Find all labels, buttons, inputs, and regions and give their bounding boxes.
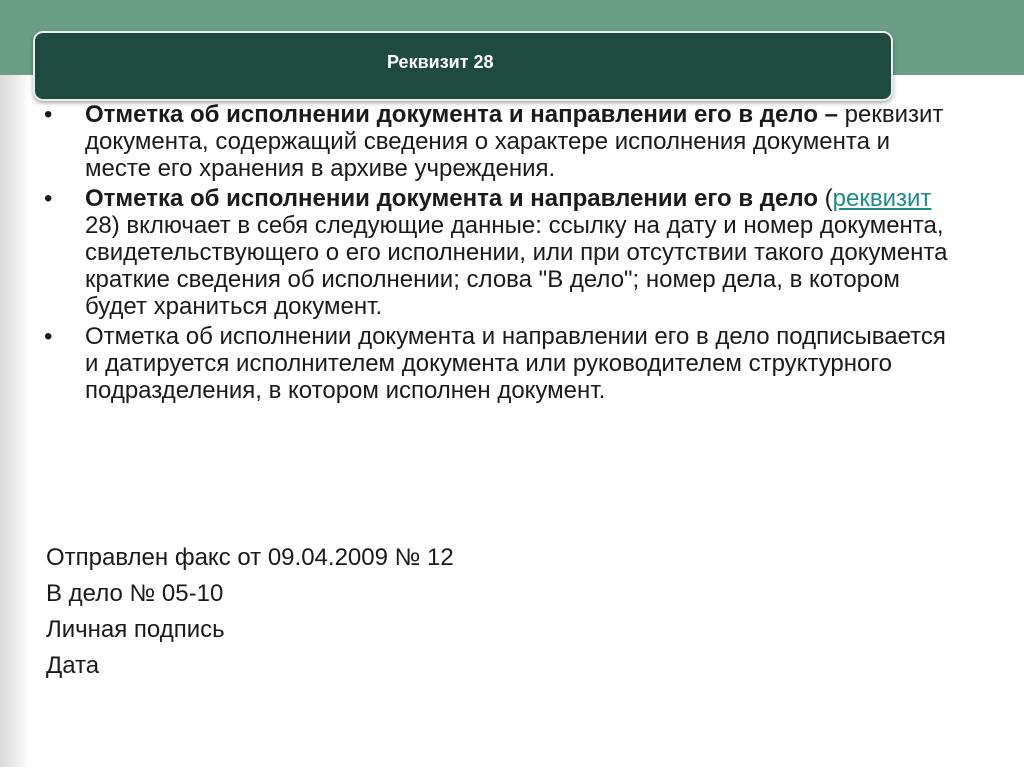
example-line-fax: Отправлен факс от 09.04.2009 № 12 bbox=[46, 544, 454, 571]
bullet-3-text: Отметка об исполнении документа и направлении его в дело подписывается и датируется исполнителем документа или руководителем структурного подразделения, в котором исполнен документ. bbox=[85, 323, 946, 404]
bullet-2-text-after: 28) включает в себя следующие данные: ссылку на дату и номер документа, свидетельствующего о его исполнении, или при отсутствии такого документа краткие сведения об исполнении; слова "В дело"; номер дела, в котором будет храниться документ. bbox=[85, 212, 948, 320]
bullet-item-3 bbox=[40, 323, 960, 404]
left-shadow bbox=[0, 75, 30, 767]
bullet-icon: • bbox=[44, 323, 53, 350]
example-line-date: Дата bbox=[46, 652, 100, 679]
title-box bbox=[33, 31, 893, 101]
rekvizit-link[interactable]: реквизит bbox=[832, 185, 932, 212]
bullet-item-2 bbox=[40, 185, 960, 320]
example-block bbox=[46, 540, 454, 684]
slide-title: Реквизит 28 bbox=[387, 52, 494, 72]
bullet-1-text: реквизит документа, содержащий сведения о характере исполнения документа и месте его хранения в архиве учреждения. bbox=[85, 101, 944, 182]
bullet-icon: • bbox=[44, 101, 53, 128]
bullet-list bbox=[40, 101, 960, 407]
bullet-2-bold: Отметка об исполнении документа и направлении его в дело bbox=[85, 185, 818, 212]
bullet-1-bold: Отметка об исполнении документа и направлении его в дело – bbox=[85, 101, 838, 128]
bullet-icon: • bbox=[44, 185, 53, 212]
example-line-case: В дело № 05-10 bbox=[46, 580, 224, 607]
bullet-2-text-before: ( bbox=[817, 185, 833, 212]
bullet-item-1 bbox=[40, 101, 960, 182]
example-line-signature: Личная подпись bbox=[46, 616, 225, 643]
